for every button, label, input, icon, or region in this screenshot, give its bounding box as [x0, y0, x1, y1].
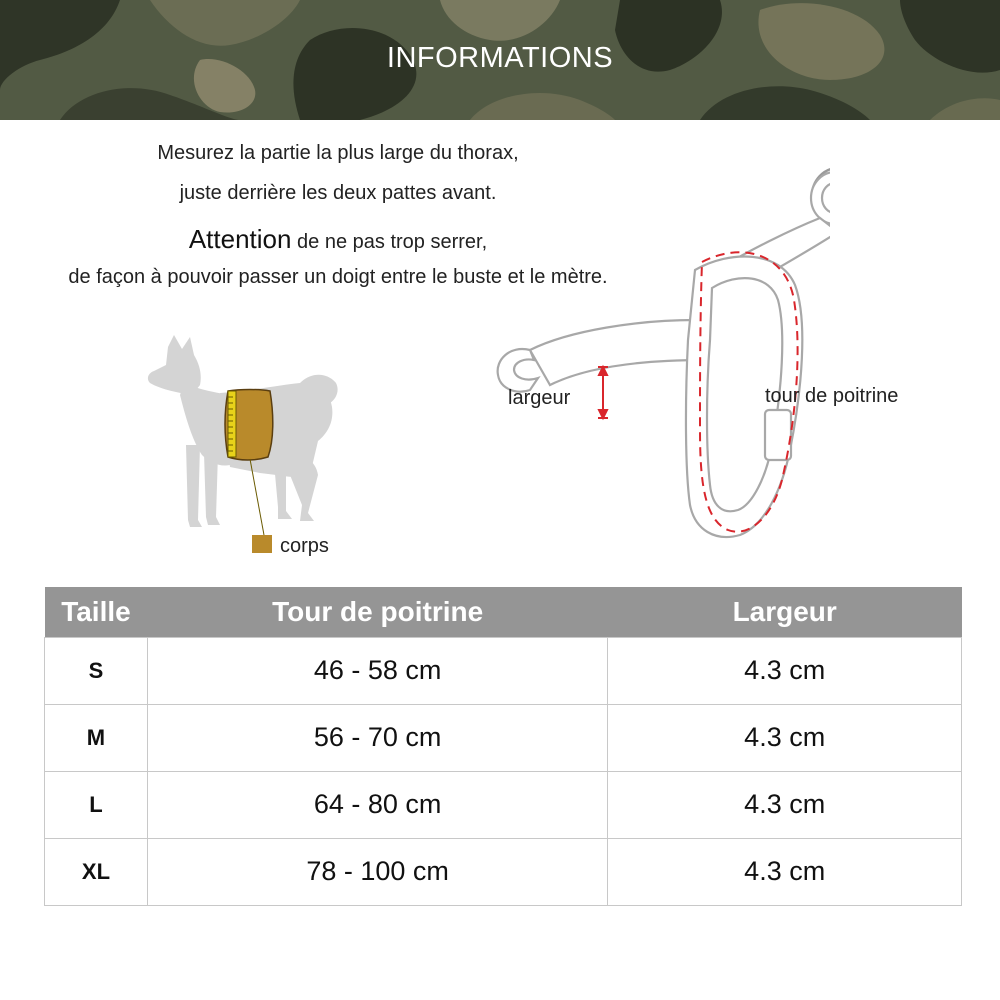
corps-swatch: [252, 535, 272, 553]
tour-de-poitrine-label: tour de poitrine: [765, 385, 899, 407]
corps-label: corps: [280, 535, 329, 557]
header-largeur: Largeur: [608, 587, 962, 637]
width-cell: 4.3 cm: [608, 838, 962, 905]
chest-cell: 78 - 100 cm: [147, 838, 607, 905]
instruction-line-3-rest: de ne pas trop serrer,: [291, 231, 488, 253]
width-measure: [598, 367, 608, 418]
width-cell: 4.3 cm: [608, 637, 962, 704]
chest-cell: 56 - 70 cm: [147, 704, 607, 771]
size-cell: L: [45, 771, 148, 838]
harness-figure: [490, 160, 830, 550]
instruction-line-4: de façon à pouvoir passer un doigt entre le buste et le mètre.: [68, 266, 608, 288]
width-cell: 4.3 cm: [608, 771, 962, 838]
size-cell: XL: [45, 838, 148, 905]
size-table: [44, 587, 962, 906]
chest-cell: 46 - 58 cm: [147, 637, 607, 704]
instruction-line-2: juste derrière les deux pattes avant.: [179, 182, 497, 204]
chest-cell: 64 - 80 cm: [147, 771, 607, 838]
banner-title: INFORMATIONS: [386, 42, 614, 74]
header-taille: Taille: [45, 587, 148, 637]
instruction-line-1: Mesurez la partie la plus large du thorax,: [157, 142, 519, 164]
header-tour-de-poitrine: Tour de poitrine: [147, 587, 607, 637]
dog-silhouette-figure: [140, 335, 340, 545]
table-row: [45, 771, 962, 838]
attention-word: Attention: [188, 224, 292, 254]
harness-body: [498, 172, 830, 537]
width-cell: 4.3 cm: [608, 704, 962, 771]
table-row: [45, 704, 962, 771]
table-row: [45, 637, 962, 704]
largeur-label: largeur: [508, 387, 571, 409]
camo-banner: [0, 0, 1000, 120]
table-row: [45, 838, 962, 905]
tape-measure: [228, 391, 236, 457]
table-header-row: [45, 587, 962, 637]
size-cell: S: [45, 637, 148, 704]
size-cell: M: [45, 704, 148, 771]
